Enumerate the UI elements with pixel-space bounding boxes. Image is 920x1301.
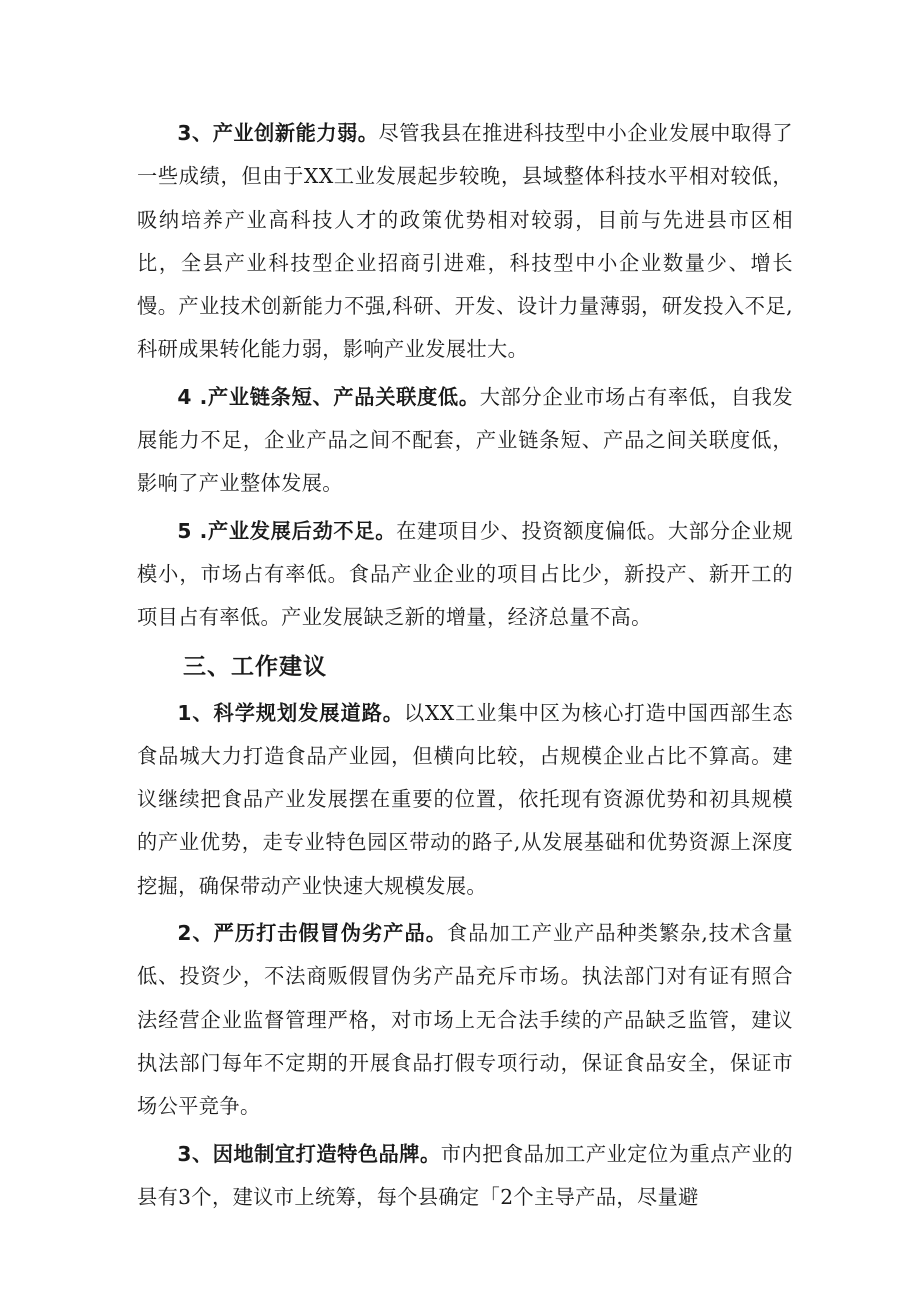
paragraph-lead: 1、科学规划发展道路。 — [177, 700, 404, 725]
paragraph-lead: 3、因地制宜打造特色品牌。 — [177, 1141, 441, 1166]
paragraph-innovation — [137, 112, 793, 372]
section-heading: 三、工作建议 — [183, 653, 327, 680]
paragraph-text: 以XX工业集中区为核心打造中国西部生态食品城大力打造食品产业园，但横向比较，占规模企业占比不算高。建议继续把食品产业发展摆在重要的位置，依托现有资源优势和初具规模的产业优势，走专业特色园区带动的路子,从发展基础和优势资源上深度挖掘，确保带动产业快速大规模发展。 — [137, 700, 793, 898]
paragraph-industry-chain — [137, 376, 793, 506]
suggestion-anti-counterfeit — [137, 912, 793, 1128]
paragraph-text: 尽管我县在推进科技型中小企业发展中取得了一些成绩，但由于XX工业发展起步较晚，县域整体科技水平相对较低，吸纳培养产业高科技人才的政策优势相对较弱，目前与先进县市区相比，全县产业科技型企业招商引进难，科技型中小企业数量少、增长慢。产业技术创新能力不强,科研、开发、设计力量薄弱，研发投入不足,科研成果转化能力弱，影响产业发展壮大。 — [137, 121, 793, 362]
paragraph-text: 在建项目少、投资额度偏低。大部分企业规模小，市场占有率低。食品产业企业的项目占比少，新投产、新开工的项目占有率低。产业发展缺乏新的增量，经济总量不高。 — [137, 518, 794, 630]
suggestion-brand — [137, 1133, 793, 1220]
paragraph-lead: 3、产业创新能力弱。 — [177, 121, 379, 145]
paragraph-text: 市内把食品加工产业定位为重点产业的县有3个，建议市上统筹，每个县确定「2个主导产品，尽量避 — [137, 1141, 793, 1209]
paragraph-text: 食品加工产业产品种类繁杂,技术含量低、投资少，不法商贩假冒伪劣产品充斥市场。执法部门对有证有照合法经营企业监督管理严格，对市场上无合法手续的产品缺乏监管，建议执法部门每年不定期的开展食品打假专项行动，保证食品安全，保证市场公平竞争。 — [137, 921, 793, 1119]
paragraph-development-momentum — [137, 510, 793, 640]
paragraph-text: 大部分企业市场占有率低，自我发展能力不足，企业产品之间不配套，产业链条短、产品之间关联度低，影响了产业整体发展。 — [137, 384, 793, 496]
paragraph-lead: 5 .产业发展后劲不足。 — [177, 518, 397, 543]
paragraph-lead: 4 .产业链条短、产品关联度低。 — [177, 384, 480, 409]
paragraph-lead: 2、严历打击假冒伪劣产品。 — [177, 921, 447, 946]
document-page — [137, 112, 793, 1219]
suggestion-planning — [137, 692, 793, 908]
